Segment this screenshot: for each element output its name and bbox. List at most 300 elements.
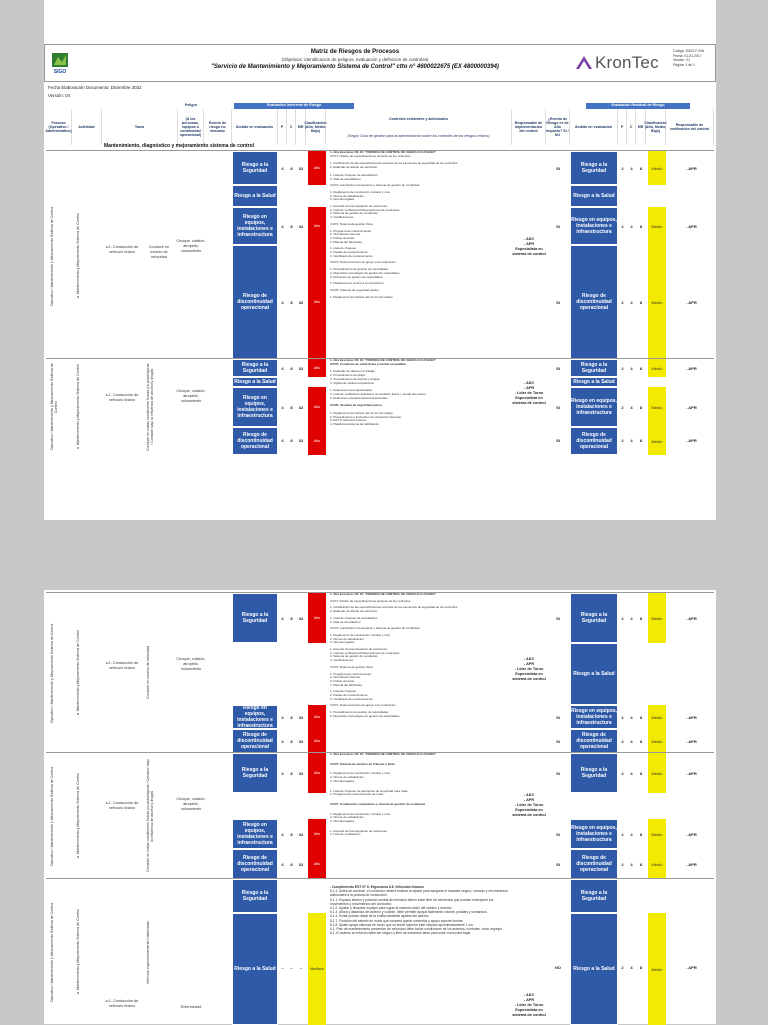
control-item: CCP4: Sistema técnico de apoyo a la conducción.: [330, 703, 397, 708]
mr2-value: 8: [639, 771, 643, 776]
p-value: 4: [281, 832, 284, 837]
control-item: 2. Pautas de mantenimiento.: [330, 693, 369, 698]
responsable-label: - ADC - APR - Líder de Turno Especialista en sistema de control: [512, 993, 546, 1017]
control-item: CCP3: Sistema de gestión físico.: [330, 221, 374, 226]
control-item: 1. Programa de mantenimiento.: [330, 228, 373, 233]
ambito-equipos: Riesgo en equipos, instalaciones e infraestructura: [232, 387, 278, 427]
control-item: 2. Lista de verificación/Observaciones de conductas.: [330, 650, 401, 655]
control-item: CCP1: Diseño de especificaciones técnicas de los vehículos.: [330, 598, 412, 603]
page-2: [44, 590, 716, 1024]
mr2-value: 8: [639, 166, 643, 171]
control-item: 3. Fichas técnicas.: [330, 235, 355, 240]
c2-value: 4: [630, 405, 633, 410]
controles-list: [330, 151, 510, 359]
risk-section-speed: [46, 150, 714, 359]
p2-value: 2: [621, 771, 624, 776]
c-value: 8: [290, 832, 293, 837]
col-riesgo-alto: ¿Evento de Riesgo es de Alto Impacto? SI / NO: [546, 109, 570, 145]
ambito-res-seguridad: Riesgo a la Seguridad: [570, 359, 618, 377]
peligro-label: Conducir en exceso de velocidad: [146, 646, 150, 700]
ambito-res-equipos: Riesgo en equipos, instalaciones e infraestructura: [570, 705, 618, 729]
ambito-disc: Riesgo de discontinuidad operacional: [232, 427, 278, 455]
proceso-label: Operativo / Mantenimiento y Mejoramiento Sistema de Control: [50, 902, 54, 1002]
alto-impacto: SI: [556, 224, 560, 229]
control-item: 2. Estándar de diseño de vehículos.: [330, 165, 378, 170]
col-ambito-res: Ámbito en evaluación: [570, 109, 618, 145]
control-item: 3. EST 9 vehículos livianos.: [330, 418, 367, 423]
mr2-value: 8: [639, 832, 643, 837]
ambito-salud: Riesgo a la Salud: [232, 913, 278, 1025]
control-item: 3. Normas legales.: [330, 819, 356, 824]
mr-value: 32: [298, 438, 304, 443]
p-value: 4: [281, 438, 284, 443]
evento-label: Choque, colisión, atropello, volcamiento: [176, 657, 206, 671]
actividad-label: a. Mantenimiento y Mejoramiento Sistema de Control: [76, 773, 80, 859]
mr2-value: 8: [639, 862, 643, 867]
control-item: 2. Procedimiento o instructivo de conducción decente.: [330, 414, 402, 419]
col-peligro: (A los personas, equipos o continuidad operacional): [178, 109, 204, 145]
alto-impacto: SI: [556, 300, 560, 305]
ambito-res-salud: Riesgo a la Salud: [570, 913, 618, 1025]
control-item: 6.1.4. Evitar presión distal de la rodilla mediante ajustes del asiento.: [330, 914, 430, 919]
verificacion: - APR: [686, 715, 697, 720]
control-item: CCM1: Sistema de seguridad pasivo.: [330, 403, 383, 408]
control-item: 1. Procedimiento de gestión de velocidades.: [330, 267, 389, 272]
c2-value: 4: [630, 366, 633, 371]
clasif-medio: Medio: [648, 151, 666, 185]
p2-value: 2: [621, 715, 624, 720]
ambito-res-seguridad: Riesgo a la Seguridad: [570, 593, 618, 643]
control-item: 2. Procedimiento de fatiga.: [330, 373, 366, 378]
peligro-band: Peligro: [184, 103, 198, 107]
control-item: 6.1.1. Espacio interior y posición central del vehículo deben estar libre de elementos que puedan entorpecer los movimientos y movimientos del conductor.: [330, 897, 494, 906]
col-clasif: Clasificación (Alto, Medio, Bajo): [306, 109, 326, 145]
clasif-medio: Medio: [648, 729, 666, 753]
control-item: - Cumplimiento EST N° 6: Ergonomía 6.8. Vehículos livianos: [330, 885, 424, 889]
ambito-res-seguridad: Riesgo a la Seguridad: [570, 753, 618, 793]
control-item: CCP4: Sistema técnico de apoyo a la conducción.: [330, 260, 397, 265]
control-item: 3. Certificado de mantenimiento.: [330, 696, 374, 701]
p2-value: 2: [621, 832, 624, 837]
ambito-disc: Riesgo de discontinuidad operacional: [232, 729, 278, 753]
c-value: 8: [290, 739, 293, 744]
controles-list: [330, 885, 510, 1025]
actividad-label: a. Mantenimiento y Mejoramiento Sistema de Control: [76, 909, 80, 995]
controles-list: [330, 593, 510, 753]
inherente-band: Evaluación Inherente de Riesgo: [234, 103, 354, 109]
control-item: 1. Acuerdo de homologación de exámenes.: [330, 828, 388, 833]
evento-label: Choque, colisión, atropello, volcamiento: [176, 389, 206, 403]
control-item: 1. Lista de chequeo de acreditación.: [330, 172, 379, 177]
mr2-value: 8: [639, 438, 643, 443]
ambito-seguridad: Riesgo a la Seguridad: [232, 151, 278, 185]
ambito-spacer: [232, 793, 278, 819]
peligro-label: Conducir en exceso de velocidad: [148, 245, 170, 259]
control-item: 6.1. Plan de mantenimiento preventivo de vehículos debe incluir condiciones de los asientos, controles, volar, espejos.: [330, 927, 503, 932]
c2-value: 4: [630, 715, 633, 720]
ambito-salud: Riesgo a la Salud: [232, 185, 278, 207]
control-item: 2. Normativas internas.: [330, 675, 361, 680]
actividad-label: a. Mantenimiento y Mejoramiento Sistema de Control: [76, 213, 80, 299]
c-value: 8: [290, 405, 293, 410]
control-item: 1. Alta Incerteza: RC 10: "PÉRDIDA DE CONTROL DE VEHÍCULO LIVIANO": [330, 359, 437, 362]
verificacion: - APR: [686, 832, 697, 837]
control-item: 1. Reglamento de tránsito del centro de trabajo.: [330, 294, 394, 299]
clasif-medio: Medio: [648, 819, 666, 849]
p2-value: 2: [621, 862, 624, 867]
ambito-res-disc: Riesgo de discontinuidad operacional: [570, 729, 618, 753]
c-value: 8: [290, 300, 293, 305]
mr2-value: 8: [639, 739, 643, 744]
p-value: 4: [281, 715, 284, 720]
responsable-label: - ADC - APR Especialista en sistema de control: [512, 237, 546, 256]
mr-value: 32: [298, 300, 304, 305]
p2-value: 2: [621, 405, 624, 410]
mr-value: 32: [298, 616, 304, 621]
p-value: 4: [281, 366, 284, 371]
c-value: 8: [290, 616, 293, 621]
control-item: 3. Sistema de gestión de conductas.: [330, 211, 379, 216]
peligro-label: Conducir en malas condiciones físicas y/o psicológicas / Conducir bajo la influencia de alcohol y drogas: [146, 363, 154, 451]
col-actividad: Actividad: [72, 109, 102, 145]
p-value: 4: [281, 300, 284, 305]
control-item: 1. Acuerdo de homologación de exámenes.: [330, 647, 388, 652]
ambito-res-disc: Riesgo de discontinuidad operacional: [570, 849, 618, 879]
alto-impacto: SI: [556, 166, 560, 171]
control-item: 6.1.8. Ajuste apoya cabezas de modo que su borde superior esté ubicado aproximadamente 1 cm.: [330, 922, 474, 927]
tarea-label: a.1. Conducción de vehículo liviano: [105, 801, 139, 810]
c2-value: 4: [630, 438, 633, 443]
control-item: 1. Alta Incerteza: RC 10: "PÉRDIDA DE CONTROL DE VEHÍCULO LIVIANO": [330, 151, 437, 154]
mr2-value: 8: [639, 300, 643, 305]
p2-value: 2: [621, 965, 624, 970]
krontec-logo: [575, 51, 663, 75]
control-item: 2. Estándar de diseño de vehículos.: [330, 609, 378, 614]
col-p2: P: [618, 109, 627, 145]
control-item: 2. Norma de señalización.: [330, 193, 365, 198]
alto-impacto: SI: [556, 715, 560, 720]
ambito-seguridad: Riesgo a la Seguridad: [232, 879, 278, 913]
actividad-label: a. Mantenimiento y Mejoramiento Sistema de Control: [76, 364, 80, 450]
phase-title: Mantenimiento, diagnóstico y mejoramiento sistema de control: [104, 143, 255, 149]
control-item: 4. Plataforma/sistema de habilitación.: [330, 422, 380, 427]
control-item: 2. Pautas de mantenimiento.: [330, 250, 369, 255]
control-item: 1. Plataforma de control a la conducción.: [330, 281, 385, 286]
verificacion: - APR: [686, 438, 697, 443]
control-item: CCP6: Condición de salud física y mental compatible.: [330, 361, 407, 366]
clasif-medio: Medio: [648, 359, 666, 377]
p2-value: 2: [621, 166, 624, 171]
residual-band: Evaluación Residual de Riesgo: [586, 103, 690, 109]
col-mr2: MR: [636, 109, 646, 145]
p-value: 4: [281, 771, 284, 776]
p2-value: 2: [621, 366, 624, 371]
clasif-blank: [648, 185, 666, 207]
version-doc: Versión: 04: [48, 93, 70, 98]
clasif-alto: Alto: [308, 359, 326, 377]
clasif-medio: Medio: [648, 593, 666, 643]
col-clasif2: Clasificación (Alto, Medio, Bajo): [646, 109, 666, 145]
control-item: 2. Dispositivo tecnológico de gestión de velocidades.: [330, 713, 401, 718]
control-item: 2. Sala de acreditación.: [330, 619, 362, 624]
verificacion: - APR: [686, 771, 697, 776]
control-item: 2. Norma de señalización.: [330, 775, 365, 780]
tarea-label: a.1. Conducción de vehículo liviano: [105, 661, 139, 670]
actividad-label: a. Mantenimiento y Mejoramiento Sistema de Control: [76, 630, 80, 716]
alto-impacto: SI: [556, 739, 560, 744]
controles-list: [330, 359, 510, 455]
tarea-label: a.1. Conducción de vehículo liviano: [105, 999, 139, 1008]
col-p: P: [278, 109, 287, 145]
control-item: 3. Procedimiento de alcohol y drogas.: [330, 376, 381, 381]
clasif-alto: Alto: [308, 151, 326, 185]
control-item: CCP1: Diseño de especificaciones técnicas de los vehículos.: [330, 153, 412, 158]
doc-version-code: Versión: 01: [673, 58, 690, 63]
verificacion: - APR: [686, 300, 697, 305]
c-value: 8: [290, 438, 293, 443]
contract-title: "Servicio de Mantenimiento y Mejoramiento Sistema de Control" ctto n° 4600022675 (EX 4800000394): [211, 64, 499, 70]
control-item: 6.1.1. Antes de conducir, el conductor deberá realizar un ajuste para asegurar el haciaste seguro, cómodo y sin esfuerzos adicionales a la postura de conducción.: [330, 889, 508, 898]
evento-label: Enfermedad: [180, 1005, 202, 1009]
control-item: 1. Lista de chequeo de acreditación.: [330, 615, 379, 620]
control-item: CCP2: Conducción Competente y sistema de gestión de conductas.: [330, 626, 421, 631]
doc-codes: [673, 49, 717, 67]
mr2-value: 8: [639, 616, 643, 621]
ambito-spacer: [232, 643, 278, 705]
p2-value: 2: [621, 739, 624, 744]
clasif-alto: Alto: [308, 387, 326, 427]
ambito-res-disc: Riesgo de discontinuidad operacional: [570, 245, 618, 359]
ambito-res-spacer: [570, 793, 618, 819]
mr2-value: 8: [639, 715, 643, 720]
tarea-label: a.1. Conducción de vehículo liviano: [105, 245, 139, 254]
mr-value: 32: [298, 739, 304, 744]
clasif-alto: Alto: [308, 207, 326, 245]
control-item: CCM1: Sistema de seguridad pasivo.: [330, 287, 380, 292]
risk-section-ergonomia: [46, 878, 714, 1025]
p-value: 4: [281, 166, 284, 171]
verificacion: - APR: [686, 405, 697, 410]
col-ambito: Ámbito en evaluación: [232, 109, 278, 145]
control-item: 3. Normas legales.: [330, 778, 356, 783]
control-item: CCP3: Sistema de gestión físico.: [330, 664, 374, 669]
c2-value: 4: [630, 616, 633, 621]
mr2-value: 8: [639, 366, 643, 371]
proceso-label: Operativo / Mantenimiento y Mejoramiento Sistema de Control: [50, 363, 58, 451]
control-item: 4. Vigilancia médica ocupacional.: [330, 380, 375, 385]
clasif-alto: Alto: [308, 245, 326, 359]
control-item: 1. Lista de chequeo.: [330, 689, 358, 694]
mr-value: 32: [298, 224, 304, 229]
c2-value: 4: [630, 166, 633, 171]
verificacion: - APR: [686, 862, 697, 867]
alto-impacto: SI: [556, 366, 560, 371]
col-controles: Controles existentes y adicionales: [326, 109, 512, 129]
control-item: 6.1.7. Posición del asiento de modo que columna quede contenida y apoyo soporte lumbar.: [330, 918, 464, 923]
clasif-medio: Medio: [648, 705, 666, 729]
mr2-value: 8: [639, 405, 643, 410]
verificacion: - APR: [686, 965, 697, 970]
page-1: [44, 0, 716, 520]
col-evento: Evento de riesgo no deseado: [204, 109, 232, 145]
clasif-medio: Medio: [648, 753, 666, 793]
verificacion: - APR: [686, 739, 697, 744]
control-item: CCP2: Conducción Competente y sistema de gestión de conductas.: [330, 183, 421, 188]
responsable-label: - ADC - APR - Líder de Turno Especialista en sistema de control: [512, 657, 546, 681]
page-title: Matriz de Riesgos de Procesos: [310, 49, 400, 55]
control-item: 1. Reglamento de tránsito del centro de trabajo.: [330, 411, 394, 416]
responsable-label: - ADC - APR - Líder de Turno Especialista en sistema de control: [512, 793, 546, 817]
ambito-seguridad: Riesgo a la Seguridad: [232, 753, 278, 793]
tarea-label: a.1. Conducción de vehículo liviano: [105, 393, 139, 402]
risk-section-speed-2: [46, 592, 714, 753]
ambito-disc: Riesgo de discontinuidad operacional: [232, 849, 278, 879]
p-value: 4: [281, 739, 284, 744]
c-value: 8: [290, 224, 293, 229]
control-item: 6.1. El asiento al vehículo debe ser seguro y libre de esfuerzos tanto para subir como para bajar.: [330, 931, 472, 936]
mr-value: 32: [298, 862, 304, 867]
control-item: 1. Acuerdo de homologación de exámenes.: [330, 204, 388, 209]
verificacion: - APR: [686, 224, 697, 229]
control-item: 4. Manual del fabricante.: [330, 682, 363, 687]
ambito-res-equipos: Riesgo en equipos, instalaciones e infraestructura: [570, 819, 618, 849]
c-value: 8: [290, 715, 293, 720]
fecha-elaboracion: Fecha Elaboración Documento: Diciembre 2022: [48, 85, 142, 90]
ambito-res-salud: Riesgo a la Salud: [570, 185, 618, 207]
col-c: C: [287, 109, 296, 145]
control-item: 3. Normas legales.: [330, 640, 356, 645]
controles-list: [330, 753, 510, 879]
mr-value: 32: [298, 715, 304, 720]
doc-date: Fecha: 01-01-2017: [673, 53, 702, 58]
control-item: 1. Certificación de las especificaciones técnicas de los elementos de seguridad de los vehículos.: [330, 605, 459, 610]
sigo-logo: [49, 51, 71, 75]
ambito-salud: Riesgo a la Salud: [232, 377, 278, 387]
mr-value: 32: [298, 405, 304, 410]
sigo-text: SIGO: [53, 69, 67, 75]
c2-value: 4: [630, 965, 633, 970]
c2-value: 4: [630, 771, 633, 776]
control-item: 3. Sistema de gestión de conductas.: [330, 654, 379, 659]
ambito-equipos: Riesgo en equipos, instalaciones e infraestructura: [232, 705, 278, 729]
clasif-medio: Medio: [648, 387, 666, 427]
control-item: 3. Certificado de mantenimiento.: [330, 253, 374, 258]
control-item: 2. Programa de mantenimiento de rutas.: [330, 792, 384, 797]
mr-value: –: [299, 965, 303, 970]
col-responsable: Responsable de implementación del control: [512, 109, 546, 145]
control-item: CCP2: Conducción competente y sistema de gestión de conductas: [330, 801, 426, 806]
control-item: 3. Normas legales.: [330, 197, 356, 202]
p2-value: 2: [621, 438, 624, 443]
control-item: 2. Dispositivo tecnológico de gestión de velocidades.: [330, 270, 401, 275]
risk-section-fatigue: [46, 358, 714, 455]
ambito-res-salud: Riesgo a la Salud: [570, 377, 618, 387]
control-item: 4. Manual del fabricante.: [330, 239, 363, 244]
peligro-label: Vehículo ergonómicamente inadecuado: [146, 920, 150, 984]
ambito-seguridad: Riesgo a la Seguridad: [232, 359, 278, 377]
c2-value: 4: [630, 739, 633, 744]
krontec-arrow-icon: [575, 54, 593, 72]
document-header: [44, 44, 716, 82]
control-item: CCP3: Sistema de Gestión de Tránsito y Ruta: [330, 761, 395, 766]
col-controles-sub: (Según Guía de gestión para la administración sobre los controles de los riesgos críticos): [326, 127, 512, 145]
control-item: 1. Alta Incerteza: RC 10: "PÉRDIDA DE CONTROL DE VEHÍCULO LIVIANO": [330, 753, 437, 756]
verificacion: - APR: [686, 166, 697, 171]
p2-value: 2: [621, 616, 624, 621]
col-c2: C: [627, 109, 636, 145]
proceso-label: Operativo / Mantenimiento y Mejoramiento Sistema de Control: [50, 206, 54, 306]
clasif-alto: Alto: [308, 593, 326, 643]
p-value: –: [281, 965, 284, 970]
evento-label: Choque, colisión, atropello, volcamiento: [176, 797, 206, 811]
mr-value: 32: [298, 832, 304, 837]
p2-value: 2: [621, 224, 624, 229]
control-item: 3. Exámenes ocupacionales/ocupacionales.: [330, 395, 389, 400]
control-item: 2. Lista de verificación aplicada a la condición física y mental del cuerpo.: [330, 391, 427, 396]
p-value: 4: [281, 862, 284, 867]
verificacion: - APR: [686, 616, 697, 621]
col-tarea: Tarea: [102, 109, 178, 145]
mr-value: 32: [298, 166, 304, 171]
control-item: 1. Exámenes preocupacionales.: [330, 388, 373, 393]
p-value: 4: [281, 224, 284, 229]
verificacion: - APR: [686, 366, 697, 371]
control-item: 1. Programa de mantenimiento.: [330, 671, 373, 676]
p-value: 4: [281, 616, 284, 621]
ambito-disc: Riesgo de discontinuidad operacional: [232, 245, 278, 359]
c2-value: 4: [630, 224, 633, 229]
clasif-medio: Medio: [648, 245, 666, 359]
control-item: 1. Estándar de salud en el trabajo.: [330, 369, 376, 374]
evento-label: Choque, colisión, atropello, volcamiento: [176, 239, 206, 253]
ambito-res-seguridad: Riesgo a la Seguridad: [570, 151, 618, 185]
c2-value: 4: [630, 862, 633, 867]
c2-value: 4: [630, 832, 633, 837]
alto-impacto: SI: [556, 405, 560, 410]
responsable-label: - ADC - APR - Líder de Turno Especialista en sistema de control: [512, 381, 546, 405]
control-item: 2. Lista de verificación/Observaciones de conductas.: [330, 207, 401, 212]
control-item: 1. Alta Incerteza: RC 10: "PÉRDIDA DE CONTROL DE VEHÍCULO LIVIANO": [330, 593, 437, 596]
table-header: [46, 103, 714, 145]
c-value: –: [290, 965, 293, 970]
control-item: 3. Fichas técnicas.: [330, 678, 355, 683]
col-verificacion: Responsable de verificación del control: [666, 109, 714, 145]
c-value: 8: [290, 166, 293, 171]
control-item: 1. Reglamento de conducción, tránsito y ruta.: [330, 771, 391, 776]
clasif-alto: Alto: [308, 819, 326, 849]
clasif-medio: Medio: [648, 207, 666, 245]
c-value: 8: [290, 862, 293, 867]
ambito-equipos: Riesgo en equipos, instalaciones e infraestructura: [232, 819, 278, 849]
p-value: 4: [281, 405, 284, 410]
ambito-res-salud: Riesgo a la Salud: [570, 643, 618, 705]
c2-value: 4: [630, 300, 633, 305]
mr2-value: 8: [639, 224, 643, 229]
mr2-value: 8: [639, 965, 643, 970]
clasif-medio: Medio: [648, 849, 666, 879]
ambito-res-disc: Riesgo de discontinuidad operacional: [570, 427, 618, 455]
control-item: 1. Reglamento de conducción, tránsito y ruta.: [330, 189, 391, 194]
clasif-alto: Alto: [308, 849, 326, 879]
col-proceso: Proceso (Operativo / Administrativo): [46, 109, 72, 145]
alto-impacto: SI: [556, 438, 560, 443]
doc-page: Página: 1 de 1: [673, 62, 695, 67]
control-item: 2. Norma de señalización.: [330, 636, 365, 641]
control-item: 3. Activación de gestión de velocidades.: [330, 274, 384, 279]
clasif-medio: Medio: [648, 913, 666, 1025]
page-subtitle: (Objetivos: identificación de peligros, evaluación y definición de controles): [281, 57, 429, 62]
control-item: 1. Lista de chequeo de elementos de seguridad para rutas.: [330, 788, 409, 793]
